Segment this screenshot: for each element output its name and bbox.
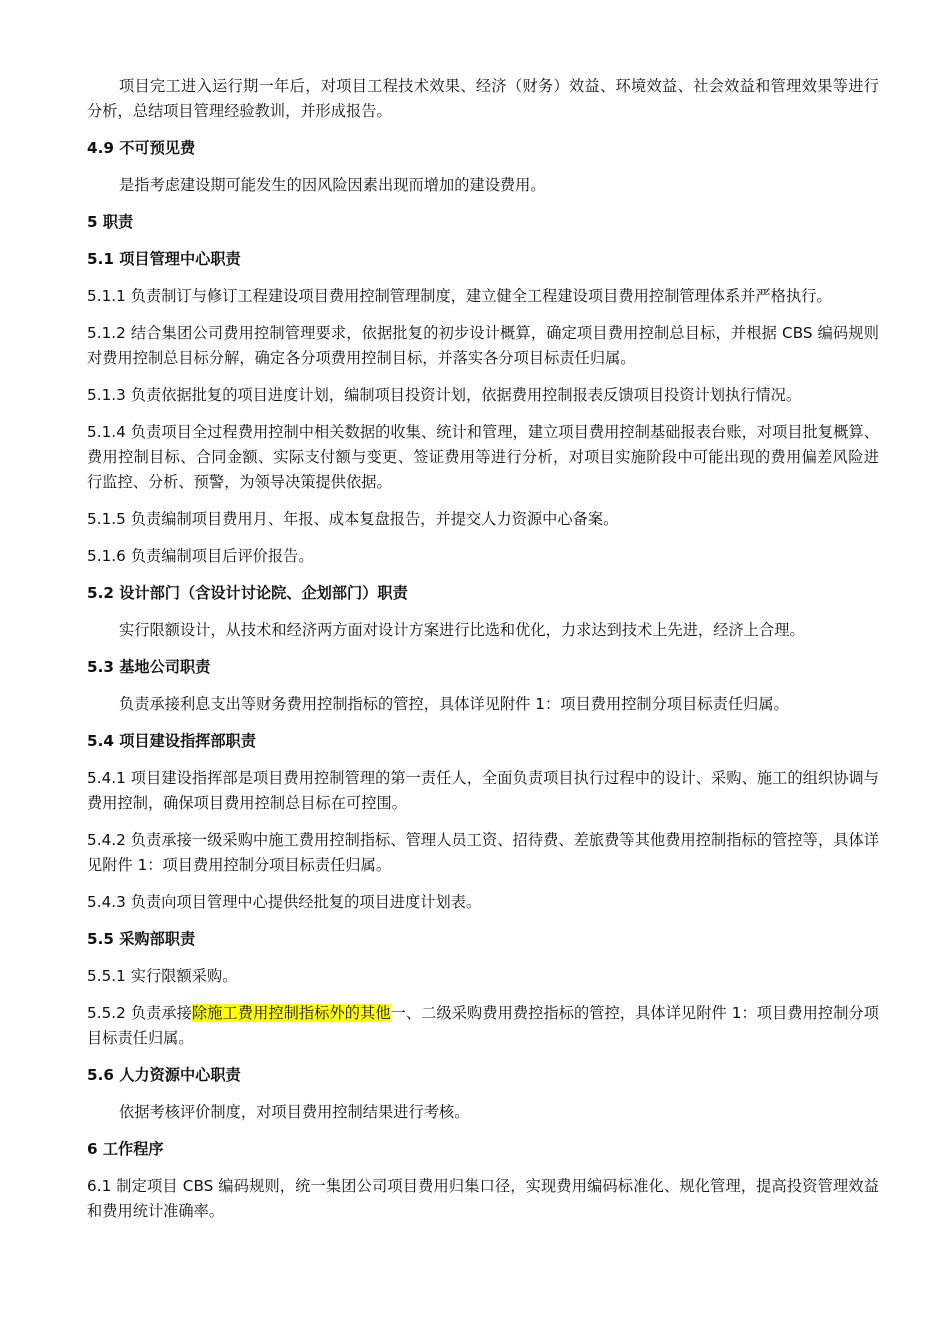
paragraph-5-1-2: 5.1.2 结合集团公司费用控制管理要求，依据批复的初步设计概算，确定项目费用控制总目标，并根据 CBS 编码规则对费用控制总目标分解，确定各分项费用控制目标，并落实各分项目标责任归属。 xyxy=(87,324,879,367)
paragraph-5-1-6: 5.1.6 负责编制项目后评价报告。 xyxy=(87,547,314,565)
paragraph-6-1: 6.1 制定项目 CBS 编码规则，统一集团公司项目费用归集口径，实现费用编码标准化、规化管理，提高投资管理效益和费用统计准确率。 xyxy=(87,1177,879,1220)
heading-5-6: 5.6 人力资源中心职责 xyxy=(87,1066,241,1084)
paragraph-5-4-1: 5.4.1 项目建设指挥部是项目费用控制管理的第一责任人，全面负责项目执行过程中的设计、采购、施工的组织协调与费用控制，确保项目费用控制总目标在可控围。 xyxy=(87,769,879,812)
heading-5-4: 5.4 项目建设指挥部职责 xyxy=(87,732,256,750)
paragraph-5-1-1: 5.1.1 负责制订与修订工程建设项目费用控制管理制度，建立健全工程建设项目费用控制管理体系并严格执行。 xyxy=(87,287,832,305)
paragraph-5-1-3: 5.1.3 负责依据批复的项目进度计划，编制项目投资计划，依据费用控制报表反馈项目投资计划执行情况。 xyxy=(87,386,802,404)
heading-5-3: 5.3 基地公司职责 xyxy=(87,658,211,676)
paragraph-5-4-2: 5.4.2 负责承接一级采购中施工费用控制指标、管理人员工资、招待费、差旅费等其他费用控制指标的管控等，具体详见附件 1：项目费用控制分项目标责任归属。 xyxy=(87,831,879,874)
heading-6: 6 工作程序 xyxy=(87,1140,164,1158)
heading-5-1: 5.1 项目管理中心职责 xyxy=(87,250,241,268)
heading-5-5: 5.5 采购部职责 xyxy=(87,930,196,948)
paragraph-unforeseen-cost: 是指考虑建设期可能发生的因风险因素出现而增加的建设费用。 xyxy=(119,176,546,194)
paragraph-5-2: 实行限额设计，从技术和经济两方面对设计方案进行比选和优化，力求达到技术上先进，经济上合理。 xyxy=(119,621,805,639)
paragraph-5-1-5: 5.1.5 负责编制项目费用月、年报、成本复盘报告，并提交人力资源中心备案。 xyxy=(87,510,619,528)
document-page xyxy=(87,74,879,1224)
paragraph-5-5-2 xyxy=(87,1001,879,1051)
highlighted-text: 除施工费用控制指标外的其他 xyxy=(191,1004,391,1022)
paragraph-5-5-2-start: 5.5.2 负责承接 xyxy=(87,1004,192,1022)
heading-5: 5 职责 xyxy=(87,213,134,231)
paragraph-5-5-1: 5.5.1 实行限额采购。 xyxy=(87,967,238,985)
paragraph-5-5-2-end: 一、二级采购费用费控指标的管控，具体详见附件 1：项目费用控制分项目标责任归属。 xyxy=(87,1004,879,1047)
paragraph-5-1-4: 5.1.4 负责项目全过程费用控制中相关数据的收集、统计和管理，建立项目费用控制基础报表台账，对项目批复概算、费用控制目标、合同金额、实际支付额与变更、签证费用等进行分析，对项目实施阶段中可能出现的费用偏差风险进行监控、分析、预警，为领导决策提供依据。 xyxy=(87,423,879,491)
heading-5-2: 5.2 设计部门（含设计讨论院、企划部门）职责 xyxy=(87,584,408,602)
paragraph-5-4-3: 5.4.3 负责向项目管理中心提供经批复的项目进度计划表。 xyxy=(87,893,482,911)
paragraph-post-evaluation: 项目完工进入运行期一年后，对项目工程技术效果、经济（财务）效益、环境效益、社会效益和管理效果等进行分析，总结项目管理经验教训，并形成报告。 xyxy=(87,77,879,120)
paragraph-5-6: 依据考核评价制度，对项目费用控制结果进行考核。 xyxy=(119,1103,470,1121)
heading-4-9: 4.9 不可预见费 xyxy=(87,139,196,157)
paragraph-5-3: 负责承接利息支出等财务费用控制指标的管控，具体详见附件 1：项目费用控制分项目标责任归属。 xyxy=(119,695,789,713)
